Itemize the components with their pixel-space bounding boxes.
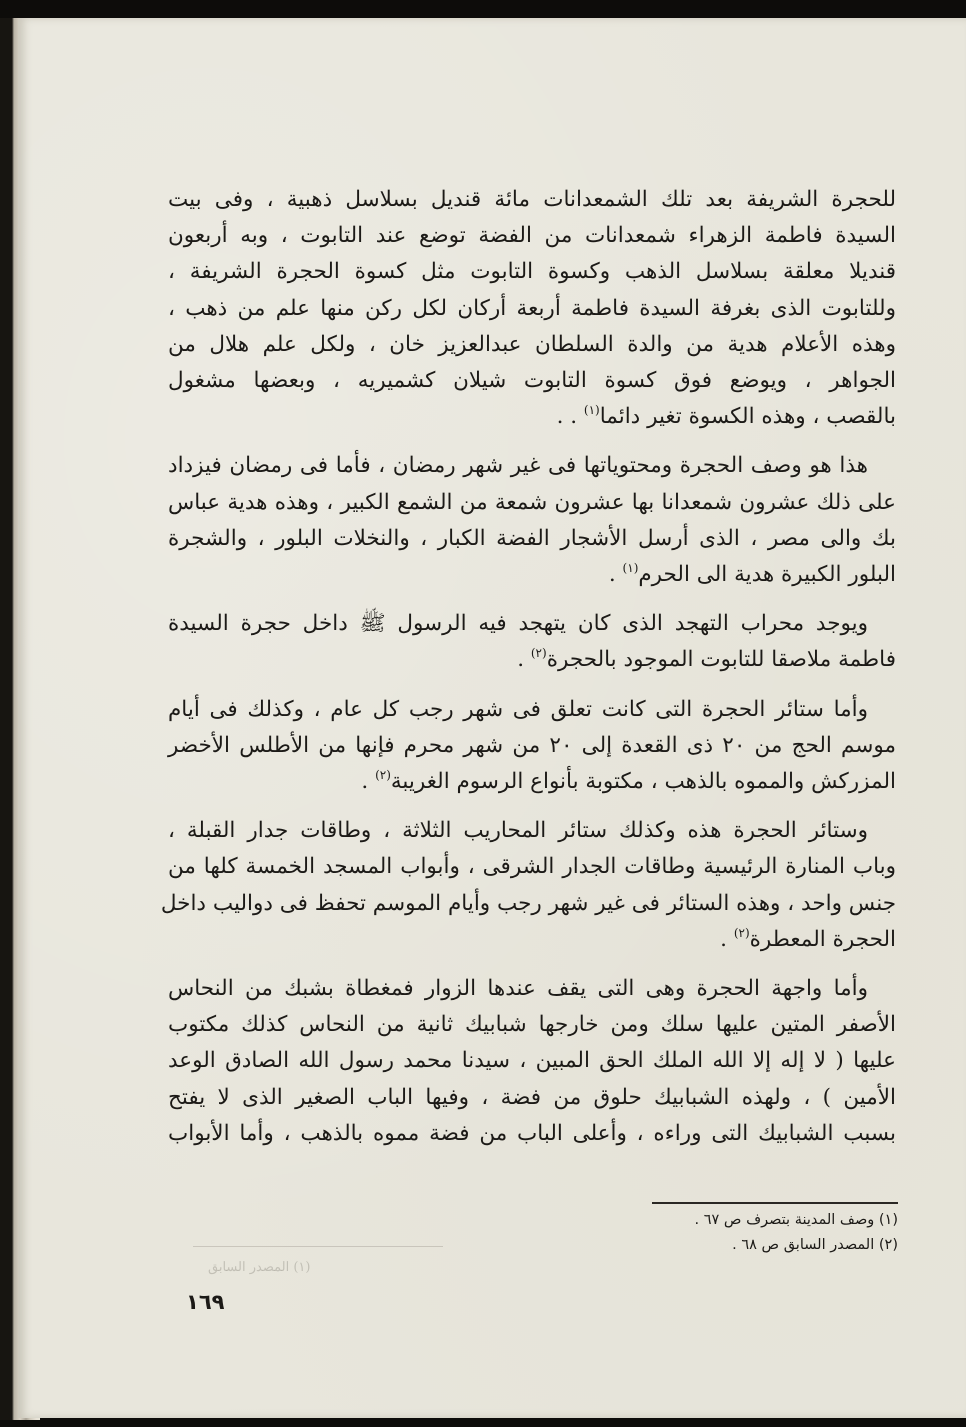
footnotes [695,1208,898,1258]
text-line: على ذلك عشرون شمعدانا بها عشرون شمعة من الشمع الكبير ، وهذه هدية عباس [168,489,896,515]
scan-bottom-edge [40,1418,966,1427]
text-line: المزركش والمموه بالذهب ، مكتوبة بأنواع الرسوم الغريبة$^{(٢)}$ . [361,768,896,795]
text-line: السيدة فاطمة الزهراء شمعدانات من الفضة توضع عند التابوت ، وبه أربعون [168,223,896,249]
sentence-end: . [720,926,734,952]
footnote-reference: (٢) [375,768,391,783]
text-line: بك والى مصر ، الذى أرسل الأشجار الفضة الكبار ، والنخلات البلور ، والشجرة [168,525,896,551]
page-number: ١٦٩ [186,1290,225,1314]
sentence-end: . [517,647,531,673]
sentence-end: . [608,562,623,588]
text-line: بسبب الشبابيك التى وراءه ، وأعلى الباب من فضة مموه بالذهب ، وأما الأبواب [168,1120,896,1146]
paragraph [168,448,896,593]
text-line: بالقصب ، وهذه الكسوة تغير دائما$^{(١)}$ . . [556,403,896,430]
text-line: هذا هو وصف الحجرة ومحتوياتها فى غير شهر رمضان ، فأما فى رمضان فيزداد [168,453,868,479]
text-line: ويوجد محراب التهجد الذى كان يتهجد فيه الرسول ﷺ داخل حجرة السيدة [168,611,868,637]
text-line: جنس واحد ، وهذه الستائر فى غير شهر رجب وأيام الموسم تحفظ فى دواليب داخل [160,890,896,916]
footnote-separator [652,1202,898,1204]
sentence-end: . [361,769,376,795]
paragraph [168,606,896,678]
footnote-1: (١) وصف المدينة بتصرف ص ٦٧ . [694,1212,898,1228]
text-line: الأمين ) ، ولهذه الشبابيك حلوق من فضة ، وفيها الباب الصغير الذى لا يفتح [168,1084,896,1110]
footnote-reference: (١) [583,403,600,418]
text-line: الأصفر المتين عليها سلك ومن خارجها شبابيك ثانية من النحاس كذلك مكتوب [168,1012,896,1038]
text-line: موسم الحج من ٢٠ ذى القعدة إلى ٢٠ من شهر محرم فإنها من الأطلس الأخضر [168,732,896,758]
text-line: للحجرة الشريفة بعد تلك الشمعدانات مائة قنديل بسلاسل ذهبية ، وفى بيت [168,187,896,212]
text-line: البلور الكبيرة هدية الى الحرم$^{(١)}$ . [608,561,896,588]
footnote-reference: (١) [622,561,639,576]
footnote-reference: (٢) [530,646,547,661]
text-line: وستائر الحجرة هذه وكذلك ستائر المحاريب الثلاثة ، وطاقات جدار القبلة ، [168,818,868,844]
text-line: وأما واجهة الحجرة وهى التى يقف عندها الزوار فمغطاة بشبك من النحاس [168,976,868,1002]
text-line: وباب المنارة الرئيسية وطاقات الجدار الشرقى ، وأبواب المسجد الخمسة كلها من [168,854,896,880]
text-line: وللتابوت الذى بغرفة السيدة فاطمة أربعة أركان لكل ركن منها علم من ذهب ، [168,295,896,321]
paragraph [168,971,896,1152]
text-line: قنديلا معلقة بسلاسل الذهب وكسوة التابوت مثل كسوة الحجرة الشريفة ، [168,259,896,285]
footnote-2: (٢) المصدر السابق ص ٦٨ . [732,1237,898,1253]
footnote-reference: (٢) [733,925,750,940]
sentence-end: . . [556,404,584,430]
text-line: وهذه الأعلام هدية من والدة السلطان عبدالعزيز خان ، ولكل علم هلال من [168,331,896,357]
main-text-body [160,182,896,1165]
paragraph [168,182,896,435]
text-line: الجواهر ، ويوضع فوق كسوة التابوت شيلان كشميريه ، وبعضها مشغول [168,368,896,394]
paragraph [168,692,896,801]
text-line: فاطمة ملاصقا للتابوت الموجود بالحجرة$^{(٢)}$ . [517,646,896,673]
bleed-through-footnote: (١) المصدر السابق [208,1260,311,1275]
text-line: وأما ستائر الحجرة التى كانت تعلق فى شهر رجب كل عام ، وكذلك فى أيام [168,696,868,722]
text-line: عليها ( لا إله إلا الله الملك الحق المبين ، سيدنا محمد رسول الله الصادق الوعد [168,1048,896,1074]
paragraph [160,813,896,958]
bleed-through-rule [193,1246,443,1247]
text-line: الحجرة المعطرة$^{(٢)}$ . [720,925,896,952]
